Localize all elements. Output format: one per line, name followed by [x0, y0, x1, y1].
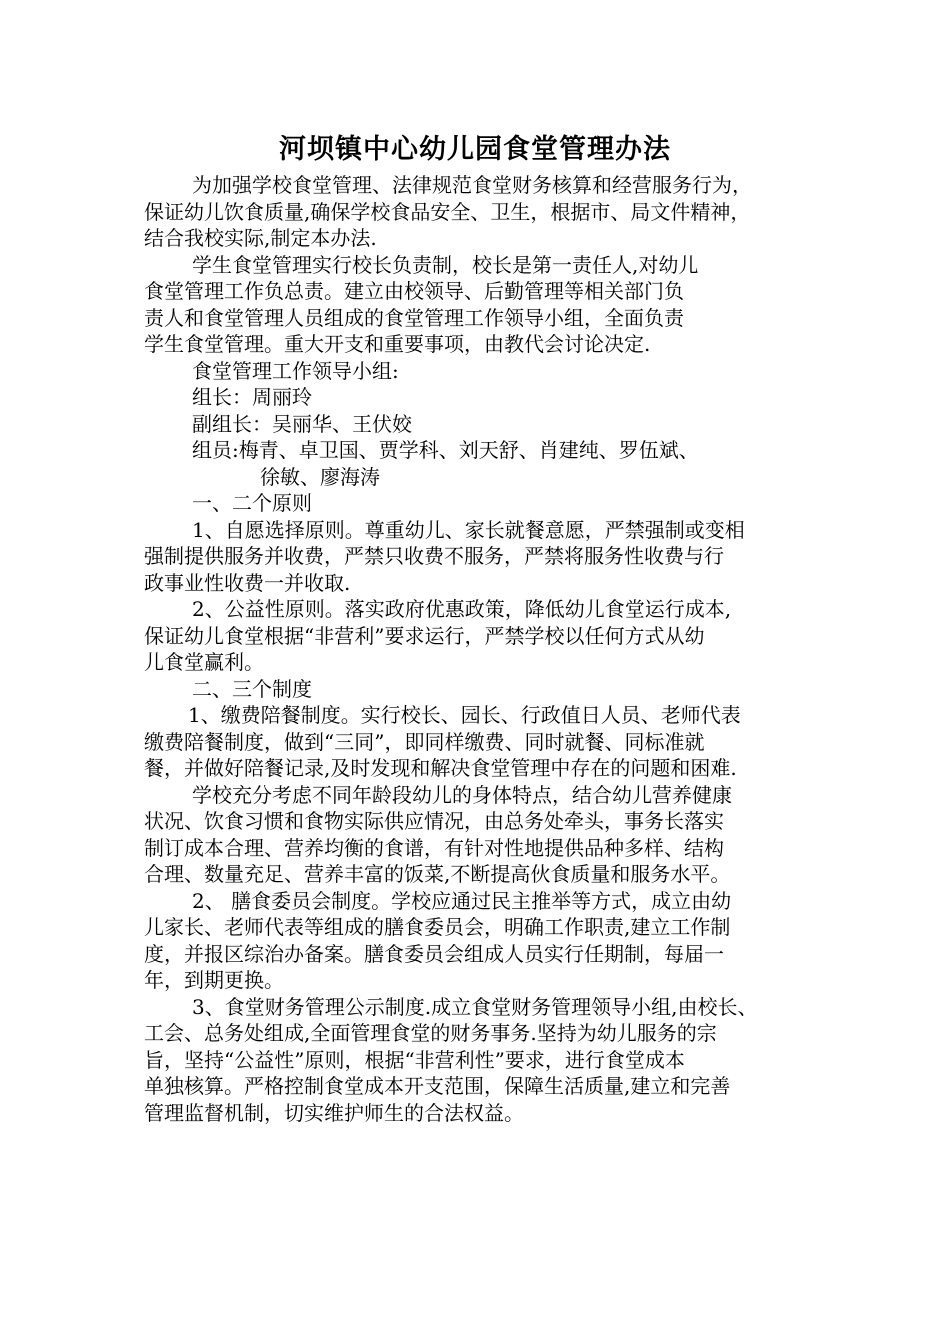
paragraph-line: 学生食堂管理实行校长负责制，校长是第一责任人,对幼儿 — [192, 252, 699, 277]
paragraph-line: 旨，坚持“公益性”原则，根据“非营利性”要求，进行食堂成本 — [144, 1047, 685, 1072]
section-label: 食堂管理工作领导小组: — [192, 358, 399, 383]
paragraph-line: 保证幼儿食堂根据“非营利”要求运行，严禁学校以任何方式从幼 — [144, 623, 705, 648]
paragraph-line: 结合我校实际,制定本办法. — [144, 226, 377, 250]
group-members-continued: 徐敏、廖海涛 — [260, 464, 380, 489]
paragraph-line: 状况、饮食习惯和食物实际供应情况，由总务处牵头，事务长落实 — [144, 809, 724, 833]
paragraph-line: 2、 膳食委员会制度。学校应通过民主推举等方式，成立由幼 — [192, 888, 732, 913]
group-leader: 组长：周丽玲 — [192, 385, 312, 409]
paragraph-line: 管理监督机制，切实维护师生的合法权益。 — [144, 1100, 524, 1125]
paragraph-line: 保证幼儿饮食质量,确保学校食品安全、卫生，根据市、局文件精神， — [144, 199, 751, 224]
paragraph-line: 学校充分考虑不同年龄段幼儿的身体特点，结合幼儿营养健康 — [192, 782, 732, 807]
paragraph-line: 3、食堂财务管理公示制度.成立食堂财务管理领导小组,由校长、 — [192, 994, 758, 1019]
paragraph-line: 年，到期更换。 — [144, 968, 284, 992]
paragraph-line: 度，并报区综治办备案。膳食委员会组成人员实行任期制，每届一 — [144, 941, 724, 966]
paragraph-line: 制订成本合理、营养均衡的食谱，有针对性地提供品种多样、结构 — [144, 835, 724, 860]
paragraph-line: 食堂管理工作负总责。建立由校领导、后勤管理等相关部门负 — [144, 279, 684, 303]
paragraph-line: 强制提供服务并收费，严禁只收费不服务，严禁将服务性收费与行 — [144, 544, 724, 568]
paragraph-line: 合理、数量充足、营养丰富的饭菜,不断提高伙食质量和服务水平。 — [144, 862, 731, 886]
paragraph-line: 学生食堂管理。重大开支和重要事项，由教代会讨论决定. — [144, 332, 651, 356]
section-heading: 二、三个制度 — [192, 676, 312, 701]
group-members: 组员:梅青、卓卫国、贾学科、刘天舒、肖建纯、罗伍斌、 — [192, 438, 699, 462]
paragraph-line: 儿家长、老师代表等组成的膳食委员会，明确工作职责,建立工作制 — [144, 915, 731, 939]
section-heading: 一、二个原则 — [192, 491, 312, 515]
paragraph-line: 2、公益性原则。落实政府优惠政策，降低幼儿食堂运行成本, — [192, 597, 732, 621]
paragraph-line: 1、自愿选择原则。尊重幼儿、家长就餐意愿，严禁强制或变相 — [192, 517, 745, 542]
document-body — [144, 172, 824, 1126]
paragraph-line: 责人和食堂管理人员组成的食堂管理工作领导小组，全面负责 — [144, 305, 684, 330]
paragraph-line: 缴费陪餐制度，做到“三同”，即同样缴费、同时就餐、同标准就 — [144, 729, 705, 754]
paragraph-line: 儿食堂赢利。 — [144, 650, 264, 674]
document-title: 河坝镇中心幼儿园食堂管理办法 — [279, 134, 671, 165]
paragraph-line: 工会、总务处组成,全面管理食堂的财务事务.坚持为幼儿服务的宗 — [144, 1021, 717, 1045]
deputy-leader: 副组长：吴丽华、王伏姣 — [192, 411, 412, 436]
paragraph-line: 餐，并做好陪餐记录,及时发现和解决食堂管理中存在的问题和困难. — [144, 756, 737, 780]
paragraph-line: 单独核算。严格控制食堂成本开支范围，保障生活质量,建立和完善 — [144, 1074, 731, 1098]
paragraph-line: 1、缴费陪餐制度。实行校长、园长、行政值日人员、老师代表 — [188, 703, 741, 727]
paragraph-line: 政事业性收费一并收取. — [144, 570, 351, 595]
paragraph-line: 为加强学校食堂管理、法律规范食堂财务核算和经营服务行为， — [192, 173, 752, 197]
